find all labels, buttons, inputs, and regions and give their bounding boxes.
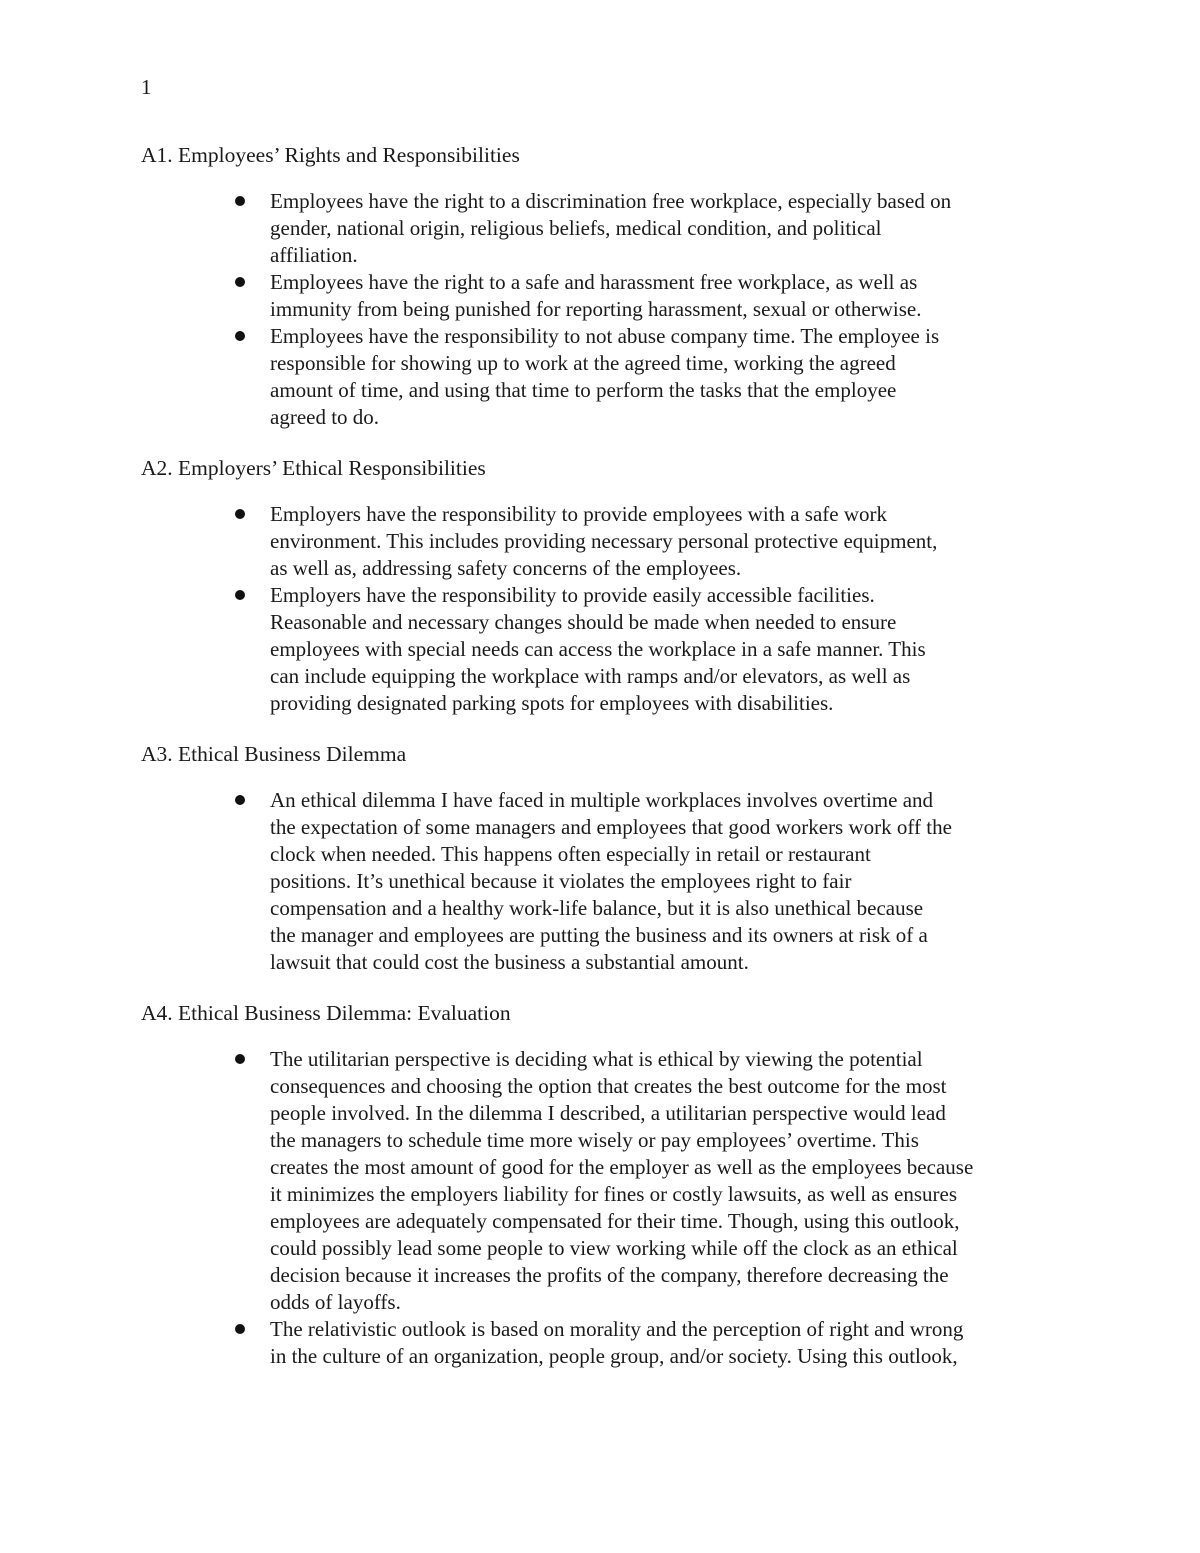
bullet-text-line: people involved. In the dilemma I described, a utilitarian perspective would lead: [270, 1101, 946, 1125]
bullet-item: [141, 582, 1071, 717]
bullet-dot-icon: [235, 795, 245, 805]
bullet-list: [141, 501, 1071, 717]
section-heading: A1. Employees’ Rights and Responsibilities: [141, 143, 520, 167]
bullet-text-line: could possibly lead some people to view working while off the clock as an ethical: [270, 1236, 958, 1260]
bullet-item: [141, 323, 1071, 431]
bullet-text-line: environment. This includes providing necessary personal protective equipment,: [270, 529, 938, 553]
bullet-item: [141, 501, 1071, 582]
bullet-text-line: affiliation.: [270, 243, 358, 267]
bullet-text-line: Employees have the right to a discrimination free workplace, especially based on: [270, 189, 952, 213]
section: [141, 142, 1071, 431]
section-heading: A4. Ethical Business Dilemma: Evaluation: [141, 1001, 511, 1025]
bullet-dot-icon: [235, 277, 245, 287]
bullet-text-line: decision because it increases the profits of the company, therefore decreasing the: [270, 1263, 949, 1287]
bullet-text-line: clock when needed. This happens often especially in retail or restaurant: [270, 842, 871, 866]
bullet-text-line: The utilitarian perspective is deciding what is ethical by viewing the potential: [270, 1047, 923, 1071]
bullet-dot-icon: [235, 509, 245, 519]
section: [141, 741, 1071, 976]
bullet-list: [141, 188, 1071, 431]
bullet-text-line: can include equipping the workplace with ramps and/or elevators, as well as: [270, 664, 911, 688]
section-heading: A3. Ethical Business Dilemma: [141, 742, 407, 766]
bullet-text-line: Employers have the responsibility to provide easily accessible facilities.: [270, 583, 875, 607]
bullet-item: [141, 1046, 1071, 1316]
bullet-text-line: Employees have the responsibility to not abuse company time. The employee is: [270, 324, 940, 348]
bullet-text-line: positions. It’s unethical because it violates the employees right to fair: [270, 869, 852, 893]
bullet-text-line: the expectation of some managers and employees that good workers work off the: [270, 815, 952, 839]
bullet-text-line: in the culture of an organization, people group, and/or society. Using this outlook,: [270, 1344, 958, 1368]
bullet-text-line: The relativistic outlook is based on morality and the perception of right and wrong: [270, 1317, 964, 1341]
bullet-text-line: it minimizes the employers liability for fines or costly lawsuits, as well as ensures: [270, 1182, 958, 1206]
bullet-item: [141, 269, 1071, 323]
bullet-text-line: compensation and a healthy work-life balance, but it is also unethical because: [270, 896, 924, 920]
bullet-text-line: odds of layoffs.: [270, 1290, 401, 1314]
bullet-text-line: creates the most amount of good for the employer as well as the employees because: [270, 1155, 974, 1179]
bullet-text-line: agreed to do.: [270, 405, 380, 429]
bullet-text-line: as well as, addressing safety concerns of the employees.: [270, 556, 742, 580]
bullet-list: [141, 1046, 1071, 1370]
bullet-item: [141, 1316, 1071, 1370]
bullet-dot-icon: [235, 1054, 245, 1064]
bullet-dot-icon: [235, 590, 245, 600]
bullet-dot-icon: [235, 331, 245, 341]
bullet-dot-icon: [235, 196, 245, 206]
section: [141, 455, 1071, 717]
bullet-text-line: Reasonable and necessary changes should be made when needed to ensure: [270, 610, 897, 634]
bullet-text-line: An ethical dilemma I have faced in multiple workplaces involves overtime and: [270, 788, 934, 812]
page-number: 1: [141, 75, 152, 99]
bullet-text-line: providing designated parking spots for employees with disabilities.: [270, 691, 834, 715]
bullet-text-line: consequences and choosing the option that creates the best outcome for the most: [270, 1074, 947, 1098]
bullet-text-line: Employers have the responsibility to provide employees with a safe work: [270, 502, 888, 526]
bullet-dot-icon: [235, 1324, 245, 1334]
bullet-text-line: amount of time, and using that time to perform the tasks that the employee: [270, 378, 897, 402]
bullet-text-line: the manager and employees are putting the business and its owners at risk of a: [270, 923, 928, 947]
bullet-text-line: lawsuit that could cost the business a substantial amount.: [270, 950, 749, 974]
section-heading: A2. Employers’ Ethical Responsibilities: [141, 456, 486, 480]
bullet-text-line: Employees have the right to a safe and harassment free workplace, as well as: [270, 270, 918, 294]
bullet-item: [141, 188, 1071, 269]
section: [141, 1000, 1071, 1370]
bullet-text-line: employees with special needs can access the workplace in a safe manner. This: [270, 637, 926, 661]
bullet-list: [141, 787, 1071, 976]
bullet-text-line: gender, national origin, religious beliefs, medical condition, and political: [270, 216, 882, 240]
bullet-text-line: the managers to schedule time more wisely or pay employees’ overtime. This: [270, 1128, 919, 1152]
bullet-text-line: immunity from being punished for reporting harassment, sexual or otherwise.: [270, 297, 922, 321]
document-body: [141, 142, 1071, 1394]
bullet-text-line: employees are adequately compensated for their time. Though, using this outlook,: [270, 1209, 960, 1233]
bullet-text-line: responsible for showing up to work at the agreed time, working the agreed: [270, 351, 896, 375]
bullet-item: [141, 787, 1071, 976]
